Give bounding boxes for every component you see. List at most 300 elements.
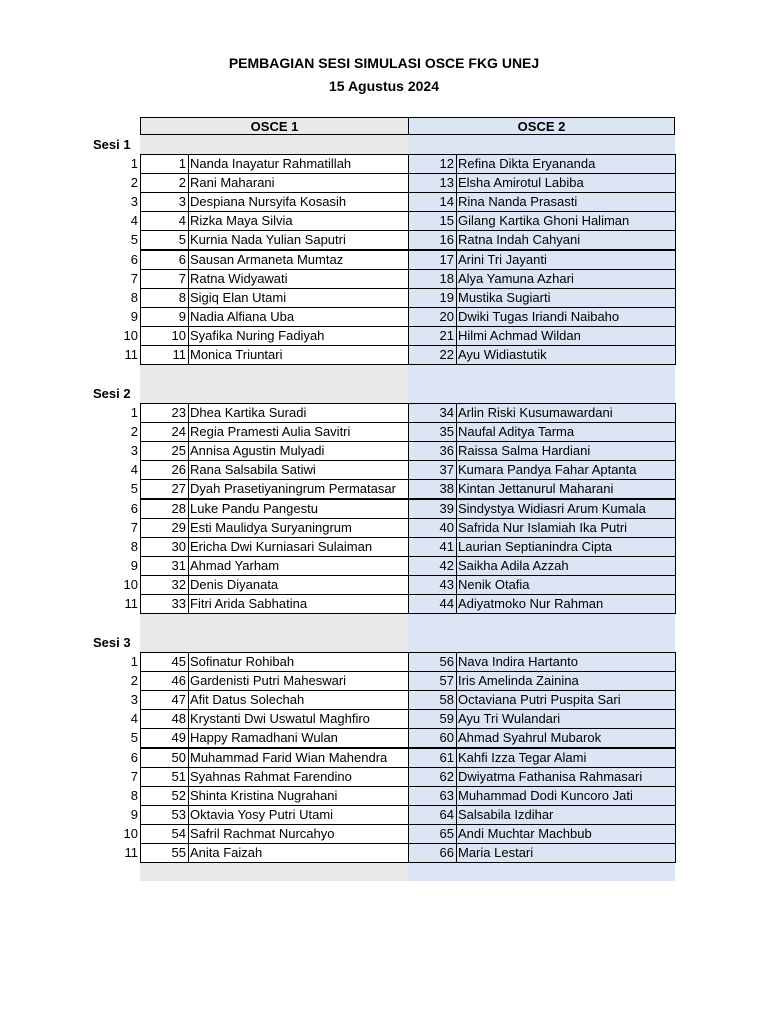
cell-text: Despiana Nursyifa Kosasih [190,194,347,210]
osce-1-name-cell[interactable] [188,556,409,576]
cell-text: Esti Maulidya Suryaningrum [190,519,352,535]
osce-2-name-cell[interactable] [456,403,676,423]
cell-text: Sigiq Elan Utami [190,289,287,305]
osce-2-number-cell[interactable] [408,748,457,768]
osce-1-name-cell[interactable] [188,709,409,729]
cell-text: 63 [439,787,454,803]
row-index: 9 [130,557,138,573]
cell-text: Salsabila Izdihar [458,806,554,822]
cell-text: Ayu Widiastutik [458,347,547,362]
table-row [0,211,768,230]
cell-text: 6 [178,251,186,267]
table-row [0,728,768,747]
cell-text: 7 [178,270,186,286]
osce-2-number-cell[interactable] [408,518,457,538]
osce-1-name-cell[interactable] [188,460,409,480]
row-index: 4 [130,213,138,229]
cell-text: Nadia Alfiana Uba [190,308,295,324]
column-header-osce-2: OSCE 2 [408,117,675,135]
cell-text: Rani Maharani [190,175,275,191]
osce-1-number-cell[interactable] [140,594,189,614]
osce-2-name-cell[interactable] [456,173,676,193]
osce-1-name-cell[interactable] [188,288,409,308]
cell-text: Denis Diyanata [190,576,279,592]
osce-1-name-cell[interactable] [188,441,409,461]
cell-text: Nanda Inayatur Rahmatillah [190,156,352,171]
cell-text: 51 [171,768,186,784]
table-row [0,556,768,575]
table-row [0,824,768,843]
row-index: 2 [130,175,138,191]
table-row [0,403,768,422]
cell-text: 57 [439,673,454,689]
osce-1-name-cell[interactable] [188,499,409,519]
cell-text: 49 [171,730,186,746]
osce-1-number-cell[interactable] [140,537,189,557]
osce-2-number-cell[interactable] [408,403,457,423]
cell-text: Nenik Otafia [458,576,530,592]
cell-text: 39 [439,500,454,516]
row-index: 4 [130,462,138,478]
cell-text: Kurnia Nada Yulian Saputri [190,232,346,248]
cell-text: 61 [439,749,454,765]
osce-1-number-cell[interactable] [140,690,189,710]
osce-2-name-cell[interactable] [456,824,676,844]
osce-1-number-cell[interactable] [140,652,189,672]
osce-1-name-cell[interactable] [188,594,409,614]
cell-text: Ericha Dwi Kurniasari Sulaiman [190,538,373,554]
cell-text: Rina Nanda Prasasti [458,194,578,210]
osce-2-number-cell[interactable] [408,288,457,308]
cell-text: 46 [171,673,186,689]
cell-text: Safrida Nur Islamiah Ika Putri [458,519,628,535]
osce-2-number-cell[interactable] [408,441,457,461]
cell-text: 28 [171,500,186,516]
cell-text: Dwiyatma Fathanisa Rahmasari [458,768,643,784]
osce-2-name-cell[interactable] [456,843,676,863]
osce-2-number-cell[interactable] [408,192,457,212]
osce-2-name-cell[interactable] [456,594,676,614]
cell-text: 17 [439,251,454,267]
row-index: 11 [124,596,138,611]
cell-text: Kumara Pandya Fahar Aptanta [458,462,637,478]
cell-text: Arlin Riski Kusumawardani [458,405,613,420]
table-row [0,786,768,805]
cell-text: 43 [439,576,454,592]
cell-text: Nava Indira Hartanto [458,654,578,669]
osce-2-name-cell[interactable] [456,192,676,212]
osce-1-name-cell[interactable] [188,192,409,212]
osce-1-number-cell[interactable] [140,748,189,768]
osce-1-name-cell[interactable] [188,652,409,672]
osce-2-name-cell[interactable] [456,441,676,461]
osce-2-name-cell[interactable] [456,748,676,768]
osce-1-number-cell[interactable] [140,154,189,174]
osce-1-name-cell[interactable] [188,307,409,327]
session-label: Sesi 2 [93,386,131,401]
cell-text: 26 [171,462,186,478]
osce-2-name-cell[interactable] [456,422,676,442]
osce-1-name-cell[interactable] [188,326,409,346]
cell-text: 62 [439,768,454,784]
cell-text: Regia Pramesti Aulia Savitri [190,424,351,440]
table-row [0,805,768,824]
table-row [0,499,768,518]
cell-text: 21 [439,327,454,343]
osce-1-number-cell[interactable] [140,499,189,519]
osce-1-number-cell[interactable] [140,786,189,806]
osce-2-name-cell[interactable] [456,805,676,825]
cell-text: Safril Rachmat Nurcahyo [190,825,335,841]
row-index: 9 [130,806,138,822]
osce-1-name-cell[interactable] [188,345,409,365]
cell-text: 29 [171,519,186,535]
cell-text: 4 [178,213,186,229]
table-row [0,192,768,211]
osce-2-number-cell[interactable] [408,805,457,825]
osce-2-name-cell[interactable] [456,767,676,787]
table-row [0,326,768,345]
row-index: 6 [130,500,138,516]
osce-1-number-cell[interactable] [140,575,189,595]
osce-1-name-cell[interactable] [188,843,409,863]
table-row [0,767,768,786]
row-index: 3 [130,443,138,459]
osce-2-name-cell[interactable] [456,211,676,231]
cell-text: Annisa Agustin Mulyadi [190,443,325,459]
osce-1-number-cell[interactable] [140,556,189,576]
osce-2-name-cell[interactable] [456,250,676,270]
osce-2-name-cell[interactable] [456,460,676,480]
osce-2-number-cell[interactable] [408,422,457,442]
cell-text: 2 [178,175,186,191]
osce-1-number-cell[interactable] [140,211,189,231]
cell-text: 9 [178,308,186,324]
osce-1-number-cell[interactable] [140,728,189,748]
osce-2-number-cell[interactable] [408,345,457,365]
osce-2-number-cell[interactable] [408,173,457,193]
osce-2-number-cell[interactable] [408,690,457,710]
osce-2-name-cell[interactable] [456,307,676,327]
row-index: 5 [130,232,138,248]
osce-2-number-cell[interactable] [408,786,457,806]
cell-text: Elsha Amirotul Labiba [458,175,584,191]
osce-2-name-cell[interactable] [456,345,676,365]
row-index: 10 [123,327,138,343]
row-index: 5 [130,481,138,497]
row-index: 8 [130,289,138,305]
osce-1-name-cell[interactable] [188,250,409,270]
cell-text: 54 [171,825,186,841]
cell-text: 38 [439,481,454,497]
cell-text: 15 [439,213,454,229]
cell-text: 11 [172,347,186,362]
osce-1-name-cell[interactable] [188,537,409,557]
osce-1-name-cell[interactable] [188,154,409,174]
osce-1-name-cell[interactable] [188,422,409,442]
osce-1-name-cell[interactable] [188,671,409,691]
cell-text: 48 [171,711,186,727]
cell-text: 12 [439,156,454,171]
osce-2-number-cell[interactable] [408,326,457,346]
cell-text: 44 [439,596,454,611]
cell-text: Shinta Kristina Nugrahani [190,787,338,803]
cell-text: Sofinatur Rohibah [190,654,295,669]
osce-1-number-cell[interactable] [140,479,189,499]
osce-1-name-cell[interactable] [188,805,409,825]
osce-2-name-cell[interactable] [456,479,676,499]
cell-text: Ahmad Yarham [190,557,280,573]
osce-1-number-cell[interactable] [140,843,189,863]
osce-2-number-cell[interactable] [408,843,457,863]
cell-text: 31 [171,557,186,573]
cell-text: Gardenisti Putri Maheswari [190,673,347,689]
cell-text: Syahnas Rahmat Farendino [190,768,352,784]
osce-1-name-cell[interactable] [188,479,409,499]
table-row [0,460,768,479]
cell-text: 42 [439,557,454,573]
cell-text: 58 [439,692,454,708]
osce-2-number-cell[interactable] [408,479,457,499]
osce-2-number-cell[interactable] [408,594,457,614]
osce-2-name-cell[interactable] [456,671,676,691]
osce-1-number-cell[interactable] [140,441,189,461]
osce-1-name-cell[interactable] [188,748,409,768]
row-index: 9 [130,308,138,324]
cell-text: Ratna Widyawati [190,270,288,286]
cell-text: Ayu Tri Wulandari [458,711,561,727]
cell-text: 32 [171,576,186,592]
table-row [0,594,768,613]
cell-text: Hilmi Achmad Wildan [458,327,581,343]
osce-1-name-cell[interactable] [188,767,409,787]
osce-2-number-cell[interactable] [408,652,457,672]
osce-2-number-cell[interactable] [408,269,457,289]
osce-2-name-cell[interactable] [456,709,676,729]
row-index: 2 [130,673,138,689]
cell-text: 10 [171,327,186,343]
osce-1-number-cell[interactable] [140,326,189,346]
cell-text: 1 [178,156,186,171]
table-row [0,671,768,690]
osce-1-name-cell[interactable] [188,230,409,250]
osce-2-number-cell[interactable] [408,824,457,844]
osce-2-number-cell[interactable] [408,307,457,327]
osce-2-number-cell[interactable] [408,671,457,691]
osce-2-number-cell[interactable] [408,211,457,231]
row-index: 3 [130,692,138,708]
row-index: 8 [130,787,138,803]
document-title: PEMBAGIAN SESI SIMULASI OSCE FKG UNEJ [228,55,540,71]
osce-2-number-cell[interactable] [408,460,457,480]
osce-1-number-cell[interactable] [140,518,189,538]
cell-text: Kintan Jettanurul Maharani [458,481,614,497]
cell-text: Refina Dikta Eryananda [458,156,596,171]
osce-2-number-cell[interactable] [408,537,457,557]
cell-text: 16 [439,232,454,248]
osce-2-number-cell[interactable] [408,767,457,787]
osce-1-number-cell[interactable] [140,824,189,844]
osce-2-name-cell[interactable] [456,499,676,519]
cell-text: Monica Triuntari [190,347,283,362]
osce-1-name-cell[interactable] [188,518,409,538]
cell-text: 36 [439,443,454,459]
cell-text: Muhammad Dodi Kuncoro Jati [458,787,633,803]
cell-text: 20 [439,308,454,324]
osce-2-number-cell[interactable] [408,499,457,519]
cell-text: 3 [178,194,186,210]
cell-text: Dwiki Tugas Iriandi Naibaho [458,308,620,324]
cell-text: Raissa Salma Hardiani [458,443,591,459]
row-index: 1 [130,405,138,420]
osce-2-name-cell[interactable] [456,652,676,672]
osce-1-name-cell[interactable] [188,211,409,231]
osce-1-number-cell[interactable] [140,345,189,365]
cell-text: Maria Lestari [458,845,534,860]
cell-text: 33 [171,596,186,611]
osce-1-number-cell[interactable] [140,307,189,327]
cell-text: Iris Amelinda Zainina [458,673,579,689]
osce-2-name-cell[interactable] [456,518,676,538]
cell-text: Sausan Armaneta Mumtaz [190,251,344,267]
table-row [0,537,768,556]
osce-2-name-cell[interactable] [456,556,676,576]
cell-text: Gilang Kartika Ghoni Haliman [458,213,630,229]
row-index: 7 [130,519,138,535]
cell-text: Syafika Nuring Fadiyah [190,327,325,343]
cell-text: 59 [439,711,454,727]
osce-2-number-cell[interactable] [408,154,457,174]
table-row [0,345,768,364]
cell-text: Laurian Septianindra Cipta [458,538,612,554]
cell-text: 45 [171,654,186,669]
table-row [0,843,768,862]
osce-1-number-cell[interactable] [140,173,189,193]
table-row [0,518,768,537]
osce-2-number-cell[interactable] [408,250,457,270]
cell-text: Alya Yamuna Azhari [458,270,574,286]
osce-2-name-cell[interactable] [456,269,676,289]
osce-1-number-cell[interactable] [140,709,189,729]
cell-text: Octaviana Putri Puspita Sari [458,692,621,708]
osce-2-name-cell[interactable] [456,690,676,710]
row-index: 3 [130,194,138,210]
cell-text: 18 [439,270,454,286]
osce-1-name-cell[interactable] [188,269,409,289]
table-row [0,441,768,460]
osce-1-number-cell[interactable] [140,403,189,423]
cell-text: Ratna Indah Cahyani [458,232,581,248]
osce-1-name-cell[interactable] [188,403,409,423]
osce-1-number-cell[interactable] [140,422,189,442]
osce-1-name-cell[interactable] [188,824,409,844]
osce-1-number-cell[interactable] [140,269,189,289]
row-index: 6 [130,251,138,267]
row-index: 11 [124,347,138,362]
osce-2-name-cell[interactable] [456,230,676,250]
cell-text: 50 [171,749,186,765]
osce-2-name-cell[interactable] [456,786,676,806]
osce-2-name-cell[interactable] [456,288,676,308]
cell-text: Fitri Arida Sabhatina [190,596,308,611]
osce-1-name-cell[interactable] [188,786,409,806]
table-row [0,709,768,728]
osce-1-name-cell[interactable] [188,690,409,710]
cell-text: Happy Ramadhani Wulan [190,730,338,746]
cell-text: Andi Muchtar Machbub [458,825,592,841]
table-row [0,479,768,498]
osce-2-number-cell[interactable] [408,575,457,595]
cell-text: 5 [178,232,186,248]
table-row [0,250,768,269]
row-index: 4 [130,711,138,727]
document-date: 15 Agustus 2024 [329,78,439,94]
osce-1-name-cell[interactable] [188,728,409,748]
osce-1-number-cell[interactable] [140,460,189,480]
cell-text: 19 [439,289,454,305]
cell-text: 53 [171,806,186,822]
osce-1-number-cell[interactable] [140,671,189,691]
cell-text: Rizka Maya Silvia [190,213,293,229]
osce-2-name-cell[interactable] [456,537,676,557]
osce-1-number-cell[interactable] [140,250,189,270]
cell-text: Luke Pandu Pangestu [190,500,318,516]
osce-1-number-cell[interactable] [140,767,189,787]
osce-2-number-cell[interactable] [408,556,457,576]
osce-2-number-cell[interactable] [408,709,457,729]
table-row [0,154,768,173]
osce-2-number-cell[interactable] [408,230,457,250]
cell-text: Mustika Sugiarti [458,289,551,305]
table-row [0,307,768,326]
cell-text: Sindystya Widiasri Arum Kumala [458,500,646,516]
cell-text: 13 [439,175,454,191]
cell-text: Anita Faizah [190,845,263,860]
table-row [0,422,768,441]
cell-text: 35 [439,424,454,440]
cell-text: 52 [171,787,186,803]
cell-text: 37 [439,462,454,478]
osce-1-name-cell[interactable] [188,173,409,193]
table-row [0,748,768,767]
cell-text: Rana Salsabila Satiwi [190,462,316,478]
osce-1-name-cell[interactable] [188,575,409,595]
cell-text: 66 [439,845,454,860]
osce-2-name-cell[interactable] [456,154,676,174]
osce-2-name-cell[interactable] [456,326,676,346]
cell-text: 30 [171,538,186,554]
cell-text: 56 [439,654,454,669]
osce-2-number-cell[interactable] [408,728,457,748]
cell-text: Dhea Kartika Suradi [190,405,307,420]
row-index: 11 [124,845,138,860]
osce-1-number-cell[interactable] [140,230,189,250]
column-header-osce-1: OSCE 1 [140,117,409,135]
osce-1-number-cell[interactable] [140,192,189,212]
cell-text: 41 [439,538,454,554]
cell-text: Ahmad Syahrul Mubarok [458,730,602,746]
session-label: Sesi 3 [93,635,131,650]
table-row [0,173,768,192]
osce-2-name-cell[interactable] [456,728,676,748]
osce-1-number-cell[interactable] [140,805,189,825]
session-label: Sesi 1 [93,137,131,152]
osce-2-name-cell[interactable] [456,575,676,595]
row-index: 7 [130,768,138,784]
cell-text: 27 [171,481,186,497]
osce-1-number-cell[interactable] [140,288,189,308]
table-row [0,230,768,249]
